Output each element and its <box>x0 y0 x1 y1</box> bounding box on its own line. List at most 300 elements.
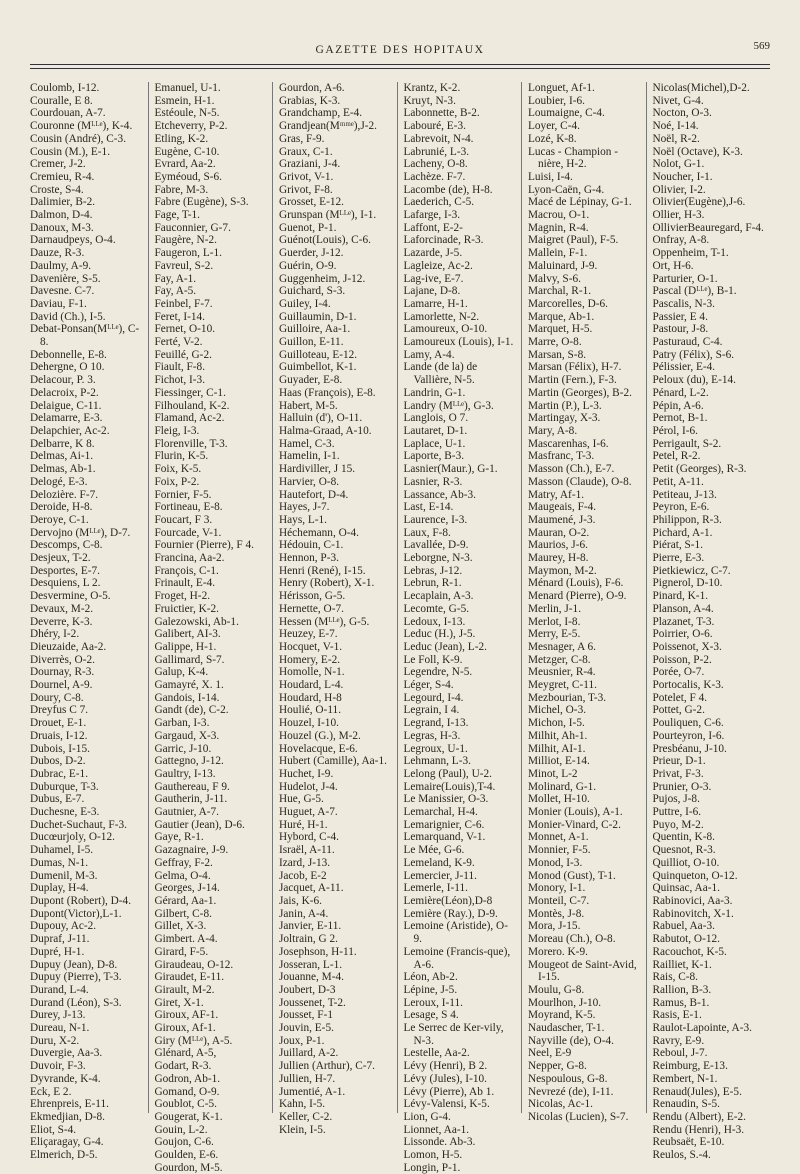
index-entry: Rabinovici, Aa-3. <box>652 895 733 907</box>
index-entry: Gallimard, S-7. <box>154 653 225 666</box>
index-entry: Lehmann, L-3. <box>403 755 471 768</box>
index-entry: Hocquet, V-1. <box>279 640 343 653</box>
index-entry: Ekmedjian, D-8. <box>30 1110 105 1123</box>
index-entry: Houzel, I-10. <box>279 717 339 730</box>
index-entry: Noé, I-14. <box>652 120 699 133</box>
index-column-4 <box>397 82 522 1174</box>
index-entry: Henry (Robert), X-1. <box>279 577 375 590</box>
index-entry: Guerder, J-12. <box>279 247 344 260</box>
index-entry: Israël, A-11. <box>279 844 335 857</box>
index-entry: Debonnelle, E-8. <box>30 348 107 361</box>
index-entry: Delacour, P. 3. <box>30 374 96 387</box>
index-entry: Galup, K-4. <box>154 666 209 679</box>
index-entry: Fiessinger, C-1. <box>154 386 226 399</box>
index-entry: Foix, K-5. <box>154 463 202 476</box>
index-entry: Leduc (Jean), L-2. <box>403 640 487 653</box>
index-entry: Feret, I-14. <box>154 310 206 323</box>
index-entry: Graziani, J-4. <box>279 158 341 171</box>
index-entry: Pierre, E-3. <box>652 552 705 565</box>
index-entry: Luisi, I-4. <box>528 170 573 183</box>
index-entry: Grabias, K-3. <box>279 94 341 107</box>
index-entry: Guénot(Louis), C-6. <box>279 234 371 247</box>
index-entry: Mourlhon, J-10. <box>528 996 602 1009</box>
index-entry: Guenot, P-1. <box>279 221 337 234</box>
index-entry: Girard, F-5. <box>154 945 209 958</box>
page-header <box>30 36 770 60</box>
index-entry: Masson (Claude), O-8. <box>528 475 632 488</box>
index-entry: Duvergie, Aa-3. <box>30 1047 103 1060</box>
index-entry: Faugère, N-2. <box>154 234 217 247</box>
index-entry: Hays, L-1. <box>279 513 328 526</box>
index-entry: Prieur, D-1. <box>652 755 706 768</box>
index-entry: Railliet, K-1. <box>652 958 712 971</box>
index-entry: Longin, P-1. <box>403 1161 461 1174</box>
index-entry: Gauthereau, F 9. <box>154 780 230 793</box>
index-entry: Martin (P.), L-3. <box>528 399 602 412</box>
index-entry: Gargaud, X-3. <box>154 729 220 742</box>
index-entry: Gandt (de), C-2. <box>154 704 229 717</box>
index-entry: Delamarre, E-3. <box>30 412 103 425</box>
index-entry: Langlois, O 7. <box>403 412 469 425</box>
index-entry: Flurin, K-5. <box>154 450 209 463</box>
index-entry: Ledoux, I-13. <box>403 615 466 628</box>
index-entry: Naudascher, T-1. <box>528 1022 605 1035</box>
index-entry: Quilliot, O-10. <box>652 856 720 869</box>
index-entry: Malvy, S-6. <box>528 272 581 285</box>
index-entry: Juillard, A-2. <box>279 1047 339 1060</box>
index-entry: Parturier, O-1. <box>652 272 718 285</box>
index-entry: Daulmy, A-9. <box>30 259 92 272</box>
index-entry: Desportes, E-7. <box>30 564 100 577</box>
index-entry: Gillet, X-3. <box>154 920 207 933</box>
index-entry: Lépine, J-5. <box>403 983 458 996</box>
index-entry: Emanuel, U-1. <box>154 82 221 94</box>
index-entry: Davesne. C-7. <box>30 285 95 298</box>
index-entry: Galibert, AI-3. <box>154 628 221 641</box>
index-entry: Monier (Louis), A-1. <box>528 806 623 819</box>
index-entry: Milhit, Ah-1. <box>528 729 588 742</box>
index-entry: Gourdon, M-5. <box>154 1161 223 1174</box>
index-entry: Dieuzaide, Aa-2. <box>30 640 107 653</box>
index-entry: Gautherin, J-11. <box>154 793 228 806</box>
index-entry: Pujos, J-8. <box>652 793 700 806</box>
index-entry: Guimbellot, K-1. <box>279 361 357 374</box>
index-entry: Feuillé, G-2. <box>154 348 212 361</box>
index-entry: Loyer, C-4. <box>528 120 580 133</box>
index-entry: Dupuy (Jean), D-8. <box>30 958 118 971</box>
index-entry: Lacombe (de), H-8. <box>403 183 493 196</box>
index-entry: Mougeot de Saint-Avid, I-15. <box>528 958 637 984</box>
index-entry: Macrou, O-1. <box>528 209 590 222</box>
index-entry: Lemercier, J-11. <box>403 869 477 882</box>
index-entry: Guérin, O-9. <box>279 259 337 272</box>
index-entry: Eliot, S-4. <box>30 1123 77 1136</box>
index-entry: Klein, I-5. <box>279 1123 326 1136</box>
index-entry: Lamorlette, N-2. <box>403 310 480 323</box>
index-entry: Ramus, B-1. <box>652 996 710 1009</box>
index-entry: Magnin, R-4. <box>528 221 589 234</box>
index-entry: Pernot, B-1. <box>652 412 708 425</box>
index-entry: Fruictier, K-2. <box>154 602 219 615</box>
index-entry: Jullien, H-7. <box>279 1072 336 1085</box>
index-entry: Gaultry, I-13. <box>154 767 216 780</box>
index-entry: Hue, G-5. <box>279 793 324 806</box>
index-entry: Hessen (Mᴸᴸᵉ), G-5. <box>279 615 370 628</box>
index-entry: Milhit, AI-1. <box>528 742 586 755</box>
index-entry: François, C-1. <box>154 564 219 577</box>
index-entry: Hubert (Camille), Aa-1. <box>279 755 387 768</box>
index-entry: Maurios, J-6. <box>528 539 588 552</box>
index-entry: Rabuel, Aa-3. <box>652 920 715 933</box>
index-entry: Fabre (Eugène), S-3. <box>154 196 249 209</box>
index-entry: Loumaigne, C-4. <box>528 107 605 120</box>
index-entry: Marquet, H-5. <box>528 323 593 336</box>
index-entry: Renaudin, S-5. <box>652 1098 720 1111</box>
index-entry: Couronne (Mᴸᴸᵉ), K-4. <box>30 120 133 133</box>
index-entry: Maurey, H-8. <box>528 552 589 565</box>
index-entry: Noucher, I-1. <box>652 170 713 183</box>
index-entry: Lamy, A-4. <box>403 348 455 361</box>
index-entry: Faugeron, L-1. <box>154 247 222 260</box>
index-entry: Deroide, H-8. <box>30 501 93 514</box>
index-entry: Lemière (Ray.), D-9. <box>403 907 498 920</box>
index-entry: Laforcinade, R-3. <box>403 234 484 247</box>
index-entry: Daviau, F-1. <box>30 297 87 310</box>
index-entry: Gougerat, K-1. <box>154 1110 223 1123</box>
index-entry: Delogé, E-3. <box>30 475 88 488</box>
index-entry: Jacob, E-2 <box>279 869 327 882</box>
index-entry: Lecomte, G-5. <box>403 602 470 615</box>
index-entry: Gomand, O-9. <box>154 1085 220 1098</box>
index-entry: Petit, A-11. <box>652 475 704 488</box>
index-entry: Jacquet, A-11. <box>279 882 344 895</box>
index-entry: Masson (Ch.), E-7. <box>528 463 615 476</box>
index-entry: Reboul, J-7. <box>652 1047 708 1060</box>
index-entry: Poissenot, X-3. <box>652 640 722 653</box>
index-entry: Geffray, F-2. <box>154 856 213 869</box>
index-entry: Petiteau, J-13. <box>652 488 717 501</box>
index-entry: Marre, O-8. <box>528 336 582 349</box>
index-entry: Lemaire(Louis),T-4. <box>403 780 496 793</box>
index-entry: Maumené, J-3. <box>528 513 596 526</box>
index-entry: Druais, I-12. <box>30 729 88 742</box>
index-entry: Rasis, E-1. <box>652 1009 702 1022</box>
index-entry: Landrin, G-1. <box>403 386 466 399</box>
index-entry: Durand (Léon), S-3. <box>30 996 122 1009</box>
index-entry: Nayville (de), O-4. <box>528 1034 614 1047</box>
index-entry: Drouet, E-1. <box>30 717 87 730</box>
index-entry: Pourteyron, I-6. <box>652 729 725 742</box>
index-entry: Homolle, N-1. <box>279 666 345 679</box>
index-entry: Pouliquen, C-6. <box>652 717 724 730</box>
index-entry: Cousin (M.), E-1. <box>30 145 111 158</box>
index-entry: Pépin, A-6. <box>652 399 704 412</box>
index-entry: Joux, P-1. <box>279 1034 325 1047</box>
index-entry: Michel, O-3. <box>528 704 587 717</box>
index-entry: Goujon, C-6. <box>154 1136 214 1149</box>
index-entry: Mezbourian, T-3. <box>528 691 607 704</box>
index-entry: Quinsac, Aa-1. <box>652 882 720 895</box>
index-entry: Labonnette, B-2. <box>403 107 480 120</box>
index-entry: Nicolas(Michel),D-2. <box>652 82 750 94</box>
index-entry: Froget, H-2. <box>154 590 211 603</box>
index-entry: Rabutot, O-12. <box>652 933 720 946</box>
index-entry: Guillaumin, D-1. <box>279 310 357 323</box>
index-column-2 <box>148 82 273 1174</box>
index-entry: Cremieu, R-4. <box>30 170 95 183</box>
index-entry: Lévy (Henri), B 2. <box>403 1060 488 1073</box>
index-entry: Giret, X-1. <box>154 996 204 1009</box>
index-entry: Gaye, R-1. <box>154 831 204 844</box>
index-entry: Gandois, I-14. <box>154 691 220 704</box>
index-entry: Lemarignier, C-6. <box>403 818 485 831</box>
index-entry: Krantz, K-2. <box>403 82 461 94</box>
index-entry: Galezowski, Ab-1. <box>154 615 239 628</box>
index-entry: Lebrun, R-1. <box>403 577 462 590</box>
index-column-6 <box>646 82 771 1162</box>
index-entry: Porée, O-7. <box>652 666 705 679</box>
index-entry: Filhouland, K-2. <box>154 399 230 412</box>
index-entry: Ménard (Louis), F-6. <box>528 577 624 590</box>
index-entry: Grunspan (Mᴸᴸᵉ), I-1. <box>279 209 377 222</box>
index-entry: Ducœurjoly, O-12. <box>30 831 115 844</box>
index-entry: Martin (Fern.), F-3. <box>528 374 617 387</box>
index-entry: Nepper, G-8. <box>528 1060 587 1073</box>
index-entry: OllivierBeauregard, F-4. <box>652 221 764 234</box>
index-entry: Huré, H-1. <box>279 818 328 831</box>
index-entry: Morero. K-9. <box>528 945 588 958</box>
index-entry: Dumenil, M-3. <box>30 869 98 882</box>
index-entry: Lemoine (Francis-que), A-6. <box>403 945 511 971</box>
index-entry: Laporte, B-3. <box>403 450 465 463</box>
index-entry: Fage, T-1. <box>154 209 201 222</box>
index-entry: Florenville, T-3. <box>154 437 228 450</box>
index-entry: Duplay, H-4. <box>30 882 89 895</box>
index-entry: Homery, E-2. <box>279 653 341 666</box>
index-entry: Grivot, F-8. <box>279 183 333 196</box>
index-entry: Delozière. F-7. <box>30 488 99 501</box>
index-entry: Pietkiewicz, C-7. <box>652 564 731 577</box>
index-entry: Maigret (Paul), F-5. <box>528 234 619 247</box>
index-entry: Passier, E 4. <box>652 310 708 323</box>
index-entry: Dubois, I-15. <box>30 742 90 755</box>
index-entry: Grandjean(Mᵐᵐᵉ),J-2. <box>279 120 378 133</box>
index-column-3 <box>272 82 397 1136</box>
index-entry: Nocton, O-3. <box>652 107 712 120</box>
index-entry: Janvier, E-11. <box>279 920 342 933</box>
index-entry: Dupouy, Ac-2. <box>30 920 97 933</box>
index-entry: Poisson, P-2. <box>652 653 712 666</box>
index-entry: Duvoir, F-3. <box>30 1060 86 1073</box>
index-entry: Dupré, H-1. <box>30 945 85 958</box>
index-entry: Montès, J-8. <box>528 907 585 920</box>
index-entry: Evrard, Aa-2. <box>154 158 216 171</box>
index-entry: Neel, E-9 <box>528 1047 572 1060</box>
index-entry: Graux, C-1. <box>279 145 333 158</box>
index-entry: Last, E-14. <box>403 501 454 514</box>
index-entry: Le Foll, K-9. <box>403 653 463 666</box>
index-entry: Dureau, N-1. <box>30 1022 90 1035</box>
index-entry: Marcorelles, D-6. <box>528 297 608 310</box>
index-entry: Labouré, E-3. <box>403 120 466 133</box>
index-entry: Esmein, H-1. <box>154 94 215 107</box>
index-entry: Olivier(Eugène),J-6. <box>652 196 746 209</box>
index-entry: Reulos, S.-4. <box>652 1149 711 1162</box>
index-entry: Noël, R-2. <box>652 132 700 145</box>
index-entry: Racouchot, K-5. <box>652 945 727 958</box>
index-entry: Nolot, G-1. <box>652 158 705 171</box>
index-entry: Hautefort, D-4. <box>279 488 349 501</box>
index-entry: Monnet, A-1. <box>528 831 589 844</box>
index-entry: Pichard, A-1. <box>652 526 713 539</box>
index-entry: Laurence, I-3. <box>403 513 468 526</box>
index-entry: Lecaplain, A-3. <box>403 590 474 603</box>
index-entry: Masfranc, T-3. <box>528 450 595 463</box>
index-entry: Macé de Lépinay, G-1. <box>528 196 632 209</box>
index-entry: Desquiens, L 2. <box>30 577 101 590</box>
index-entry: Quesnot, R-3. <box>652 844 716 857</box>
index-entry: Houdard, L-4. <box>279 679 344 692</box>
index-entry: Hamel, C-3. <box>279 437 335 450</box>
index-entry: Olivier, I-2. <box>652 183 706 196</box>
index-entry: Desvermine, O-5. <box>30 590 111 603</box>
index-entry: Debat-Ponsan(Mᴸᴸᵉ), C-8. <box>30 323 140 349</box>
index-entry: Duchet-Suchaut, F-3. <box>30 818 127 831</box>
index-entry: Dervojno (Mᴸᴸᵉ), D-7. <box>30 526 131 539</box>
index-entry: Quinqueton, O-12. <box>652 869 738 882</box>
index-entry: Grandchamp, E-4. <box>279 107 363 120</box>
index-entry: Goublot, C-5. <box>154 1098 217 1111</box>
index-entry: Hernette, O-7. <box>279 602 344 615</box>
index-entry: Delaigue, C-11. <box>30 399 102 412</box>
index-entry: Monory, I-1. <box>528 882 586 895</box>
index-entry: Fichot, I-3. <box>154 374 206 387</box>
index-entry: Gautnier, A-7. <box>154 806 219 819</box>
index-entry: Dauze, R-3. <box>30 247 85 260</box>
index-entry: Marsan (Félix), H-7. <box>528 361 622 374</box>
index-entry: Laplace, U-1. <box>403 437 466 450</box>
index-entry: Portocalis, K-3. <box>652 679 724 692</box>
index-entry: Nivet, G-4. <box>652 94 704 107</box>
index-entry: Rendu (Albert), E-2. <box>652 1110 746 1123</box>
index-entry: Delacroix, P-2. <box>30 386 99 399</box>
index-entry: Jais, K-6. <box>279 895 322 907</box>
index-entry: Duchesne, E-3. <box>30 806 100 819</box>
index-entry: Giraudet, E-11. <box>154 971 225 984</box>
index-entry: Grosset, E-12. <box>279 196 344 209</box>
index-entry: Dubos, D-2. <box>30 755 86 768</box>
index-entry: Nevrezé (de), I-11. <box>528 1085 614 1098</box>
index-entry: Coulomb, I-12. <box>30 82 100 94</box>
index-entry: Poirrier, O-6. <box>652 628 713 641</box>
index-entry: Fourcade, V-1. <box>154 526 222 539</box>
index-entry: Legourd, I-4. <box>403 691 464 704</box>
index-entry: Jousset, F-1 <box>279 1009 333 1022</box>
index-entry: Labrunié, L-3. <box>403 145 470 158</box>
index-entry: Lamoureux (Louis), I-1. <box>403 336 514 349</box>
index-entry: Houlié, O-11. <box>279 704 342 717</box>
index-entry: Le Mée, G-6. <box>403 844 465 857</box>
index-entry: Dournel, A-9. <box>30 679 93 692</box>
index-entry: Flamand, Ac-2. <box>154 412 225 425</box>
index-entry: Kruyt, N-3. <box>403 94 456 107</box>
index-entry: Mesnager, A 6. <box>528 640 596 653</box>
index-entry: Pascal (Dᴸᴸᵉ), B-1. <box>652 285 737 298</box>
index-entry: Pinard, K-1. <box>652 590 709 603</box>
index-entry: Lévy (Pierre), Ab 1. <box>403 1085 495 1098</box>
index-entry: Lemière(Léon),D-8 <box>403 895 493 907</box>
index-entry: Etcheverry, P-2. <box>154 120 228 133</box>
index-entry: Lag-ive, E-7. <box>403 272 464 285</box>
index-entry: Lasnier, R-3. <box>403 475 463 488</box>
index-entry: Deroye, C-1. <box>30 513 89 526</box>
index-entry: Lissonde. Ab-3. <box>403 1136 476 1149</box>
index-entry: Gamayré, X. 1. <box>154 679 224 692</box>
index-entry: Dubrac, E-1. <box>30 767 89 780</box>
index-entry: Descomps, C-8. <box>30 539 103 552</box>
index-entry: Lachèze. F-7. <box>403 170 466 183</box>
index-entry: Pignerol, D-10. <box>652 577 723 590</box>
index-entry: Moyrand, K-5. <box>528 1009 596 1022</box>
index-entry: Houdard, H-8 <box>279 691 342 704</box>
index-entry: Léger, S-4. <box>403 679 454 692</box>
index-entry: Giry (Mᴸᴸᵉ), A-5. <box>154 1034 233 1047</box>
index-entry: Pélissier, E-4. <box>652 361 716 374</box>
index-entry: Léon, Ab-2. <box>403 971 458 984</box>
index-entry: Huchet, I-9. <box>279 767 334 780</box>
index-entry: Rabinovitch, X-1. <box>652 907 734 920</box>
index-entry: Delmas, Ab-1. <box>30 463 96 476</box>
index-entry: Estéoule, N-5. <box>154 107 220 120</box>
index-entry: Lesage, S 4. <box>403 1009 459 1022</box>
index-entry: Mauran, O-2. <box>528 526 590 539</box>
index-entry: Lemarquand, V-1. <box>403 831 486 844</box>
index-entry: Labrevoit, N-4. <box>403 132 474 145</box>
index-entry: Giroux, Af-1. <box>154 1022 216 1035</box>
index-entry: Gourdon, A-6. <box>279 82 345 94</box>
index-entry: Godart, R-3. <box>154 1060 212 1073</box>
index-entry: Doury, C-8. <box>30 691 84 704</box>
index-entry: Martingay, X-3. <box>528 412 601 425</box>
index-entry: Deverre, K-3. <box>30 615 93 628</box>
index-entry: Puyo, M-2. <box>652 818 704 831</box>
index-entry: Lande (de la) de Vallière, N-5. <box>403 361 478 387</box>
index-entry: Planson, A-4. <box>652 602 714 615</box>
index-entry: Lamoureux, O-10. <box>403 323 488 336</box>
index-entry: Grivot, V-1. <box>279 170 334 183</box>
index-entry: Oppenheim, T-1. <box>652 247 729 260</box>
index-entry: Davenière, S-5. <box>30 272 101 285</box>
index-entry: Rembert, N-1. <box>652 1072 718 1085</box>
index-entry: Nicolas, Ac-1. <box>528 1098 593 1111</box>
index-entry: Fay, A-5. <box>154 285 197 298</box>
index-entry: Peyron, E-6. <box>652 501 710 514</box>
index-entry: Dreyfus C 7. <box>30 704 89 717</box>
index-entry: Moulu, G-8. <box>528 983 585 996</box>
index-entry: Pénard, L-2. <box>652 386 709 399</box>
index-entry: Puttre, I-6. <box>652 806 702 819</box>
index-entry: Garban, I-3. <box>154 717 210 730</box>
index-entry: Guiley, I-4. <box>279 297 331 310</box>
index-entry: Reubsaët, E-10. <box>652 1136 725 1149</box>
index-entry: Dhéry, I-2. <box>30 628 80 641</box>
index-entry: Piérat, S-1. <box>652 539 704 552</box>
index-entry: Marchal, R-1. <box>528 285 592 298</box>
index-entry: Noël (Octave), K-3. <box>652 145 743 158</box>
index-entry: Dalmon, D-4. <box>30 209 93 222</box>
index-entry: Hennon, P-3. <box>279 552 339 565</box>
index-entry: Fornier, F-5. <box>154 488 212 501</box>
